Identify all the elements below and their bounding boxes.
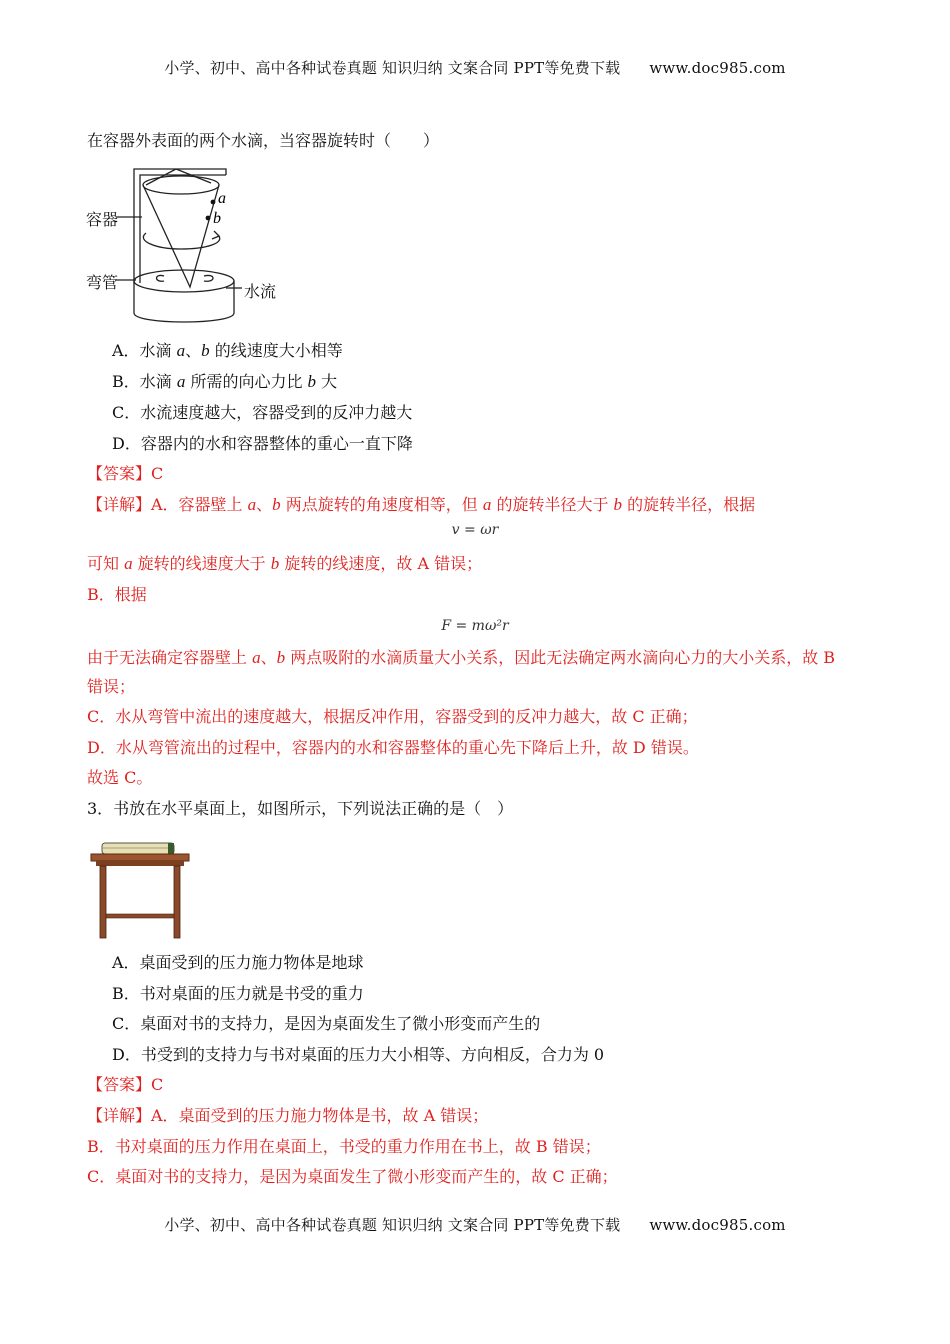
table-top [91,854,189,861]
table-crossbar [106,914,174,918]
cone-rim [143,176,219,194]
q3-option-a: A．桌面受到的压力施力物体是地球 [112,953,364,972]
book [102,843,174,854]
q3-explain-2: B．书对桌面的压力作用在桌面上，书受的重力作用在书上，故 B 错误； [87,1137,601,1156]
drop-a [211,200,216,205]
footer-site: www.doc985.com [649,1216,786,1234]
book-on-table-diagram [90,836,200,941]
label-b: b [213,210,221,227]
q3-explain-3: C．桌面对书的支持力，是因为桌面发生了微小形变而产生的，故 C 正确； [87,1167,618,1186]
header-text: 小学、初中、高中各种试卷真题 知识归纳 文案合同 PPT等免费下载 [164,59,621,77]
table-leg-left [100,866,106,938]
q2-option-d: D．容器内的水和容器整体的重心一直下降 [112,434,413,453]
formula-v-omega-r: v = ωr [451,522,499,538]
page-footer [0,1214,950,1235]
formula-f-m-omega2-r: F = mω²r [441,618,509,634]
q2-explain-8: 故选 C。 [87,768,153,787]
q2-explain-1: 【详解】A．容器壁上 a、b 两点旋转的角速度相等，但 a 的旋转半径大于 b 的旋转半径，根据 [87,495,756,514]
q3-figure [90,836,200,945]
q2-explain-2: 可知 a 旋转的线速度大于 b 旋转的线速度，故 A 错误； [87,554,483,573]
q3-option-d: D．书受到的支持力与书对桌面的压力大小相等、方向相反，合力为 0 [112,1045,605,1064]
q3-answer: 【答案】C [87,1075,164,1094]
drop-b [206,216,211,221]
q3-explain-1: 【详解】A．桌面受到的压力施力物体是书，故 A 错误； [87,1106,489,1125]
cone-container-diagram [86,163,296,328]
q2-explain-4: 由于无法确定容器壁上 a、b 两点吸附的水滴质量大小关系，因此无法确定两水滴向心力的大小关系，故 B [87,648,836,667]
q2-figure [86,163,296,332]
page-header [0,57,950,78]
q2-explain-3: B．根据 [87,585,147,604]
q3-option-b: B．书对桌面的压力就是书受的重力 [112,984,364,1003]
label-flow: 水流 [244,282,277,301]
q2-explain-7: D．水从弯管流出的过程中，容器内的水和容器整体的重心先下降后上升，故 D 错误。 [87,738,699,757]
q3-stem: 3．书放在水平桌面上，如图所示，下列说法正确的是（ ） [87,799,514,818]
header-site: www.doc985.com [649,59,786,77]
q2-explain-5: 错误； [87,677,136,696]
q2-option-c: C．水流速度越大，容器受到的反冲力越大 [112,403,413,422]
label-pipe: 弯管 [86,273,119,292]
label-container: 容器 [86,210,119,229]
q2-stem: 在容器外表面的两个水滴，当容器旋转时（ ） [87,131,440,150]
table-leg-right [174,866,180,938]
label-a: a [218,190,226,207]
q3-option-c: C．桌面对书的支持力，是因为桌面发生了微小形变而产生的 [112,1014,541,1033]
q2-explain-6: C．水从弯管中流出的速度越大，根据反冲作用，容器受到的反冲力越大，故 C 正确； [87,707,698,726]
q2-answer: 【答案】C [87,464,164,483]
q2-option-b: B．水滴 a 所需的向心力比 b 大 [112,372,338,391]
footer-text: 小学、初中、高中各种试卷真题 知识归纳 文案合同 PPT等免费下载 [164,1216,621,1234]
q2-option-a: A．水滴 a、b 的线速度大小相等 [112,341,343,360]
